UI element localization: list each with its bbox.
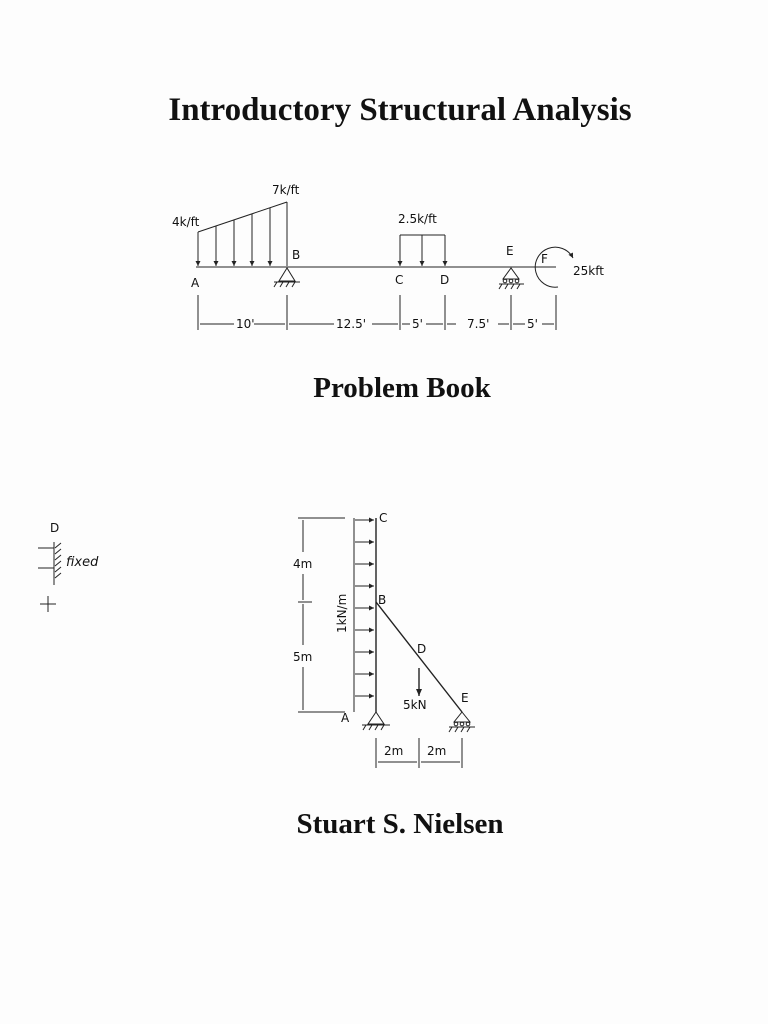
beam-point-a: A — [191, 276, 200, 290]
uniform-load-label: 2.5k/ft — [398, 212, 437, 226]
beam-point-b: B — [292, 248, 301, 262]
book-title: Introductory Structural Analysis — [168, 92, 632, 128]
beam-point-e: E — [506, 244, 514, 258]
height-upper: 4m — [293, 557, 313, 571]
triangular-load-end-label: 7k/ft — [272, 183, 300, 197]
frame-point-b: B — [378, 593, 387, 607]
book-subtitle: Problem Book — [313, 372, 491, 404]
beam-point-c: C — [395, 273, 404, 287]
frame-point-a: A — [341, 711, 350, 725]
distributed-load-label: 1kN/m — [335, 593, 349, 633]
span-cd: 5' — [412, 317, 423, 331]
height-lower: 5m — [293, 650, 313, 664]
beam-point-f: F — [541, 252, 548, 266]
span-de: 7.5' — [467, 317, 490, 331]
beam-point-d: D — [440, 273, 450, 287]
span-ef: 5' — [527, 317, 538, 331]
fixed-hatch — [55, 543, 61, 578]
span-bc: 12.5' — [336, 317, 367, 331]
moment-label: 25kft — [573, 264, 604, 278]
frame-point-d: D — [417, 642, 427, 656]
sketch-fixed-note: fixed — [66, 555, 99, 570]
width-right: 2m — [427, 744, 447, 758]
width-left: 2m — [384, 744, 404, 758]
point-load-label: 5kN — [403, 698, 427, 712]
frame-point-e: E — [461, 691, 469, 705]
span-ab: 10' — [236, 317, 255, 331]
frame-point-c: C — [379, 511, 388, 525]
triangular-load-start-label: 4k/ft — [172, 215, 200, 229]
sketch-point-label: D — [50, 521, 60, 535]
book-author: Stuart S. Nielsen — [296, 808, 504, 840]
